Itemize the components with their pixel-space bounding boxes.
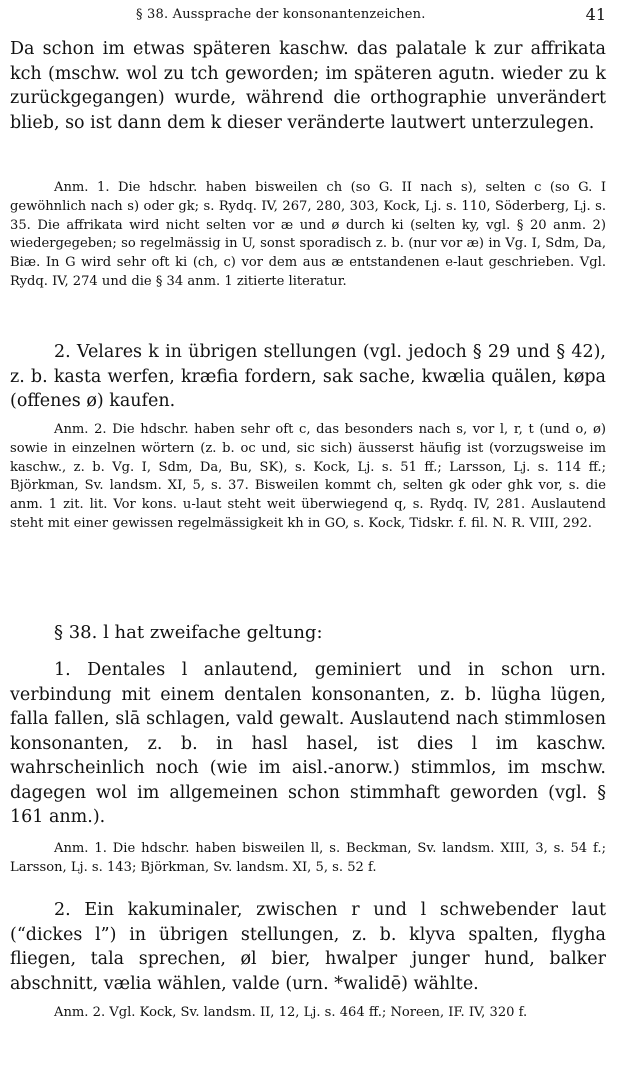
page-number: 41 (585, 5, 606, 24)
note-anm-1-palatal: Anm. 1. Die hdschr. haben bisweilen ch (so G. II nach s), selten c (so G. I gewöhnlich nach s) oder gk; s. Rydq. IV, 267, 280, 303, Kock, Lj. s. 110, Söderberg, Lj. s. 35. Die affrikata wird nicht selten vor æ und ø durch ki (selten ky, vgl. § 20 anm. 2) wiedergegeben; so regelmässig in U, sonst sporadisch z. b. (nur vor æ) in Vg. I, Sdm, Da, Biæ. In G wird sehr oft ki (ch, c) vor dem aus æ entstandenen e-laut geschrieben. Vgl. Rydq. IV, 274 und die § 34 anm. 1 zitierte literatur. (10, 180, 606, 289)
paragraph-dentales-l: 1. Dentales l anlautend, geminiert und in schon urn. verbindung mit einem dentalen konsonanten, z. b. lügha lügen, falla fallen, slā schlagen, vald gewalt. Auslautend nach stimmlosen konsonanten, z. b. in hasl hasel, ist dies l im kaschw. wahrscheinlich noch (wie im aisl.-anorw.) stimmlos, im mschw. dagegen wol im allgemeinen schon stimmhaft geworden (vgl. § 161 anm.). (10, 660, 606, 827)
section-heading: § 38. l hat zweifache geltung: (54, 622, 323, 643)
note-anm-2-kakuminal: Anm. 2. Vgl. Kock, Sv. landsm. II, 12, Lj. s. 464 ff.; Noreen, IF. IV, 320 f. (54, 1005, 528, 1020)
note-anm-2-velar: Anm. 2. Die hdschr. haben sehr oft c, das besonders nach s, vor l, r, t (und o, ø) sowie in einzelnen wörtern (z. b. oc und, sic sich) äusserst häufig ist (vorzugsweise im kaschw., z. b. Vg. I, Sdm, Da, Bu, SK), s. Kock, Lj. s. 51 ff.; Larsson, Lj. s. 114 ff.; Björkman, Sv. landsm. XI, 5, s. 37. Bisweilen kommt ch, selten gk oder ghk vor, s. die anm. 1 zit. lit. Vor kons. u-laut steht weit überwiegend q, s. Rydq. IV, 281. Auslautend steht mit einer gewissen regelmässigkeit kh in GO, s. Kock, Tidskr. f. fil. N. R. VIII, 292. (10, 422, 606, 531)
paragraph-kakuminal-l: 2. Ein kakuminaler, zwischen r und l schwebender laut (“dickes l”) in übrigen stellungen, z. b. klyva spalten, flygha fliegen, tala sprechen, øl bier, hwalper junger hund, balker abschnitt, vælia wählen, valde (urn. *walidē) wählte. (10, 900, 606, 994)
running-title: § 38. Aussprache der konsonantenzeichen. (136, 7, 426, 22)
paragraph-affrikata: Da schon im etwas späteren kaschw. das palatale k zur affrikata kch (mschw. wol zu tch geworden; im späteren agutn. wieder zu k zurückgegangen) wurde, während die orthographie unverändert blieb, so ist dann dem k dieser veränderte lautwert unterzulegen. (10, 39, 606, 133)
running-header (10, 5, 606, 25)
note-anm-1-dental: Anm. 1. Die hdschr. haben bisweilen ll, s. Beckman, Sv. landsm. XIII, 3, s. 54 f.; Larsson, Lj. s. 143; Björkman, Sv. landsm. XI, 5, s. 52 f. (10, 841, 606, 875)
paragraph-velares-k: 2. Velares k in übrigen stellungen (vgl. jedoch § 29 und § 42), z. b. kasta werfen, kræfia fordern, sak sache, kwælia quälen, køpa (offenes ø) kaufen. (10, 342, 606, 411)
